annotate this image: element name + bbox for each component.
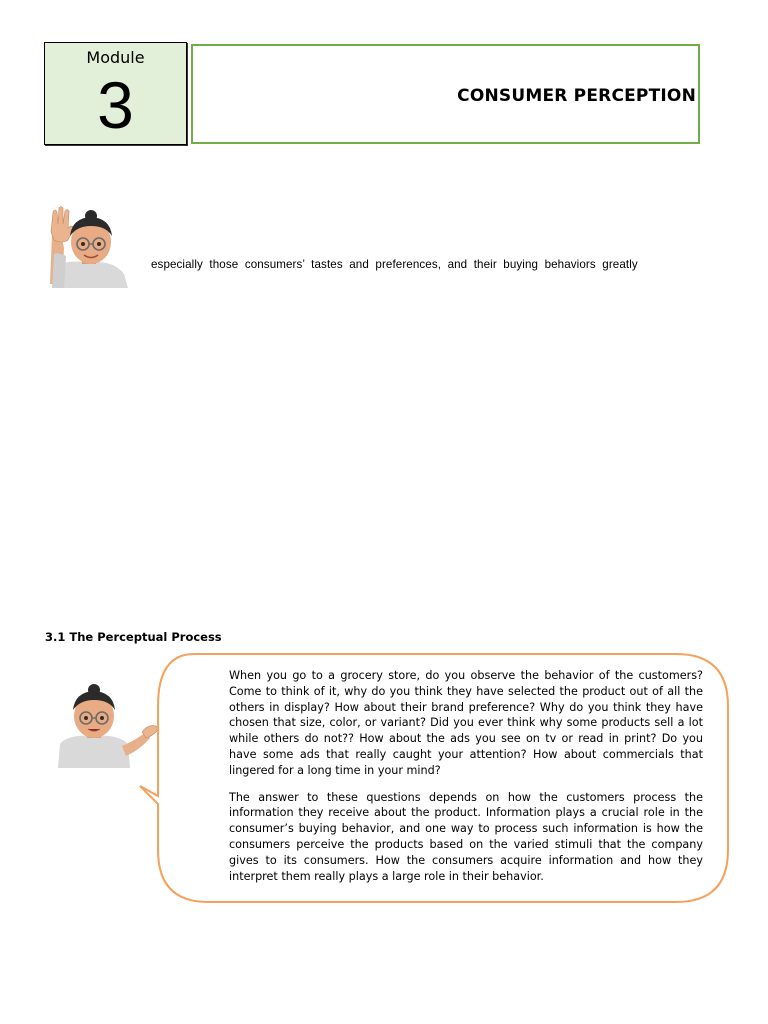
bubble-paragraph-2: The answer to these questions depends on how the customers process the information they receive about the product. Information plays a crucial role in the consumer’s buying behavior, and one way to process such information is how the consumers perceive the products based on the varied stimuli that the company gives to its consumers. How the consumers acquire information and how they interpret them really plays a large role in their behavior. bbox=[229, 790, 703, 883]
module-number-box bbox=[44, 42, 187, 145]
bubble-paragraph-1: When you go to a grocery store, do you observe the behavior of the customers? Come to think of it, why do you think they have selected the product out of all the others in display? How about their brand preference? Why do you think they have chosen that size, color, or variant? Did you ever think why some products sell a lot while others do not?? How about the ads you see on tv or read in print? Do you have some ads that really caught your attention? How about commercials that lingered for a long time in your mind? bbox=[229, 669, 703, 777]
module-label: Module bbox=[86, 48, 145, 67]
page-title: CONSUMER PERCEPTION bbox=[457, 86, 696, 106]
waving-avatar-icon bbox=[44, 204, 130, 288]
title-box bbox=[191, 44, 700, 144]
module-number: 3 bbox=[97, 68, 134, 142]
section-heading: 3.1 The Perceptual Process bbox=[45, 630, 222, 644]
intro-text: especially those consumers’ tastes and preferences, and their buying behaviors greatly bbox=[151, 258, 638, 271]
speech-bubble-text bbox=[229, 668, 703, 895]
